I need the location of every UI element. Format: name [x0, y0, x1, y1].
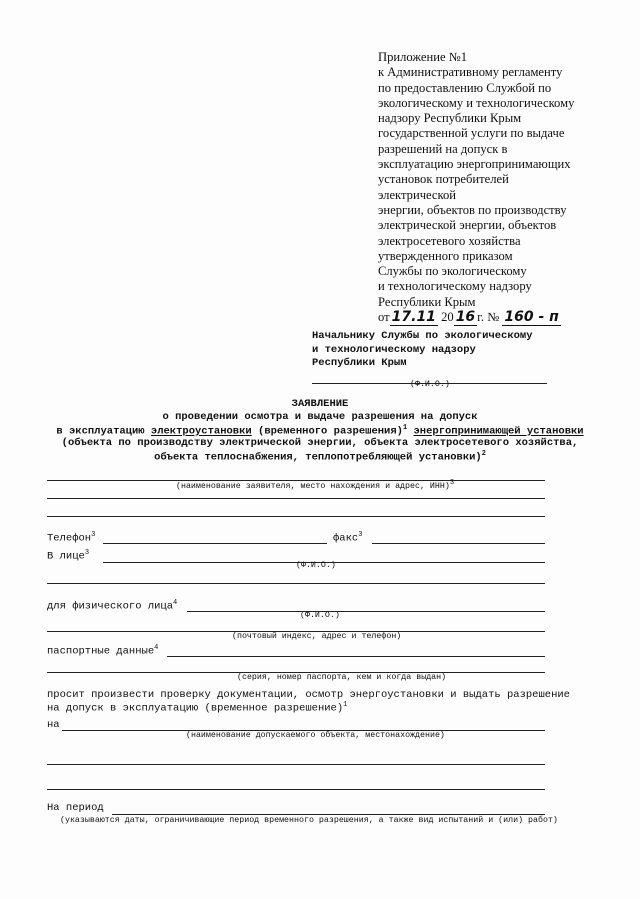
person-field-line-2[interactable] [47, 583, 545, 584]
appendix-line: разрешений на допуск в [378, 141, 508, 156]
appendix-line: и технологическому надзору [378, 279, 532, 294]
appendix-line: утвержденного приказом [378, 248, 513, 263]
title-line-2: в эксплуатацию электроустановки (временного разрешения)$^1$ энергопринимающей установки [56, 424, 584, 438]
title-line-3: (объекта по производству электрической энергии, объекта электросетевого хозяйства, [61, 437, 579, 449]
object-caption: (наименование допускаемого объекта, местонахождение) [186, 731, 445, 740]
person-label: В лице$^3$ [47, 549, 90, 563]
postal-caption: (почтовый индекс, адрес и телефон) [232, 632, 402, 641]
applicant-caption: (наименование заявителя, место нахождения и адрес, ИНН)$^3$ [176, 479, 455, 491]
energy-receiving-underlined: энергопринимающей установки [413, 425, 584, 438]
appendix-line: установок потребителей [378, 172, 509, 187]
appendix-line: надзору Республики Крым [378, 111, 522, 126]
appendix-line: по предоставлению Службой по [378, 80, 552, 95]
appendix-line: электрической [378, 187, 457, 202]
individual-field[interactable] [187, 611, 545, 612]
order-year-handwritten: 16 [455, 309, 476, 326]
phone-label: Телефон$^3$ [47, 531, 96, 545]
passport-label: паспортные данные$^4$ [47, 644, 159, 658]
order-year-prefix: 20 [441, 310, 454, 325]
passport-caption: (серия, номер паспорта, кем и когда выдан) [237, 673, 447, 682]
individual-label: для физического лица$^4$ [47, 599, 178, 613]
addressee-block [312, 330, 533, 371]
phone-field[interactable] [103, 543, 327, 544]
on-label: на [47, 719, 60, 731]
addressee-line: Начальнику Службы по экологическому [312, 330, 533, 342]
period-field[interactable] [112, 814, 545, 815]
appendix-line: Приложение №1 [378, 50, 468, 64]
appendix-line: энергии, объектов по производству [378, 202, 567, 217]
period-caption: (указываются даты, ограничивающие период временного разрешения, а также вид испытаний и (или) работ) [60, 816, 558, 825]
applicant-field-line-3[interactable] [47, 516, 545, 517]
appendix-line: экологическому и технологическому [378, 95, 575, 110]
request-line-1: просит произвести проверку документации, осмотр энергоустановки и выдать разрешение [47, 689, 570, 701]
fax-field[interactable] [372, 543, 545, 544]
title-line-1: о проведении осмотра и выдаче разрешения на допуск [162, 411, 478, 423]
object-field-line-2[interactable] [47, 764, 545, 765]
appendix-line: к Административному регламенту [378, 65, 563, 80]
appendix-line: Службы по экологическому [378, 264, 527, 279]
appendix-line: эксплуатацию энергопринимающих [378, 157, 571, 172]
request-line-2: на допуск в эксплуатацию (временное разрешение)$^1$ [47, 701, 348, 715]
passport-field[interactable] [167, 656, 545, 657]
appendix-line: электросетевого хозяйства [378, 233, 521, 248]
order-number-handwritten: 160 - п [504, 309, 559, 326]
appendix-line: электрической энергии, объектов [378, 218, 557, 233]
addressee-line: Республики Крым [312, 357, 407, 369]
order-number-label: г. № [477, 310, 500, 325]
appendix-block [378, 50, 628, 325]
individual-fio-caption: (Ф.И.О.) [300, 611, 340, 620]
appendix-line: государственной услуги по выдаче [378, 126, 565, 141]
object-field-line-3[interactable] [47, 789, 545, 790]
appendix-line: Республики Крым [378, 294, 476, 309]
order-date-handwritten: 17.11 [391, 309, 436, 326]
applicant-field-line-2[interactable] [47, 498, 545, 499]
addressee-fio-caption: (Ф.И.О.) [410, 380, 450, 389]
fax-label: факс$^3$ [333, 531, 363, 545]
order-prefix: от [378, 310, 390, 325]
period-label: На период [47, 802, 104, 814]
order-line [378, 310, 628, 325]
electroinstallation-underlined: электроустановки [150, 425, 252, 438]
person-fio-caption: (Ф.И.О.) [296, 561, 336, 570]
document-title: ЗАЯВЛЕНИЕ [291, 398, 349, 410]
title-line-4: объекта теплоснабжения, теплопотребляющей установки)$^2$ [154, 450, 486, 464]
addressee-line: и технологическому надзору [312, 343, 476, 356]
